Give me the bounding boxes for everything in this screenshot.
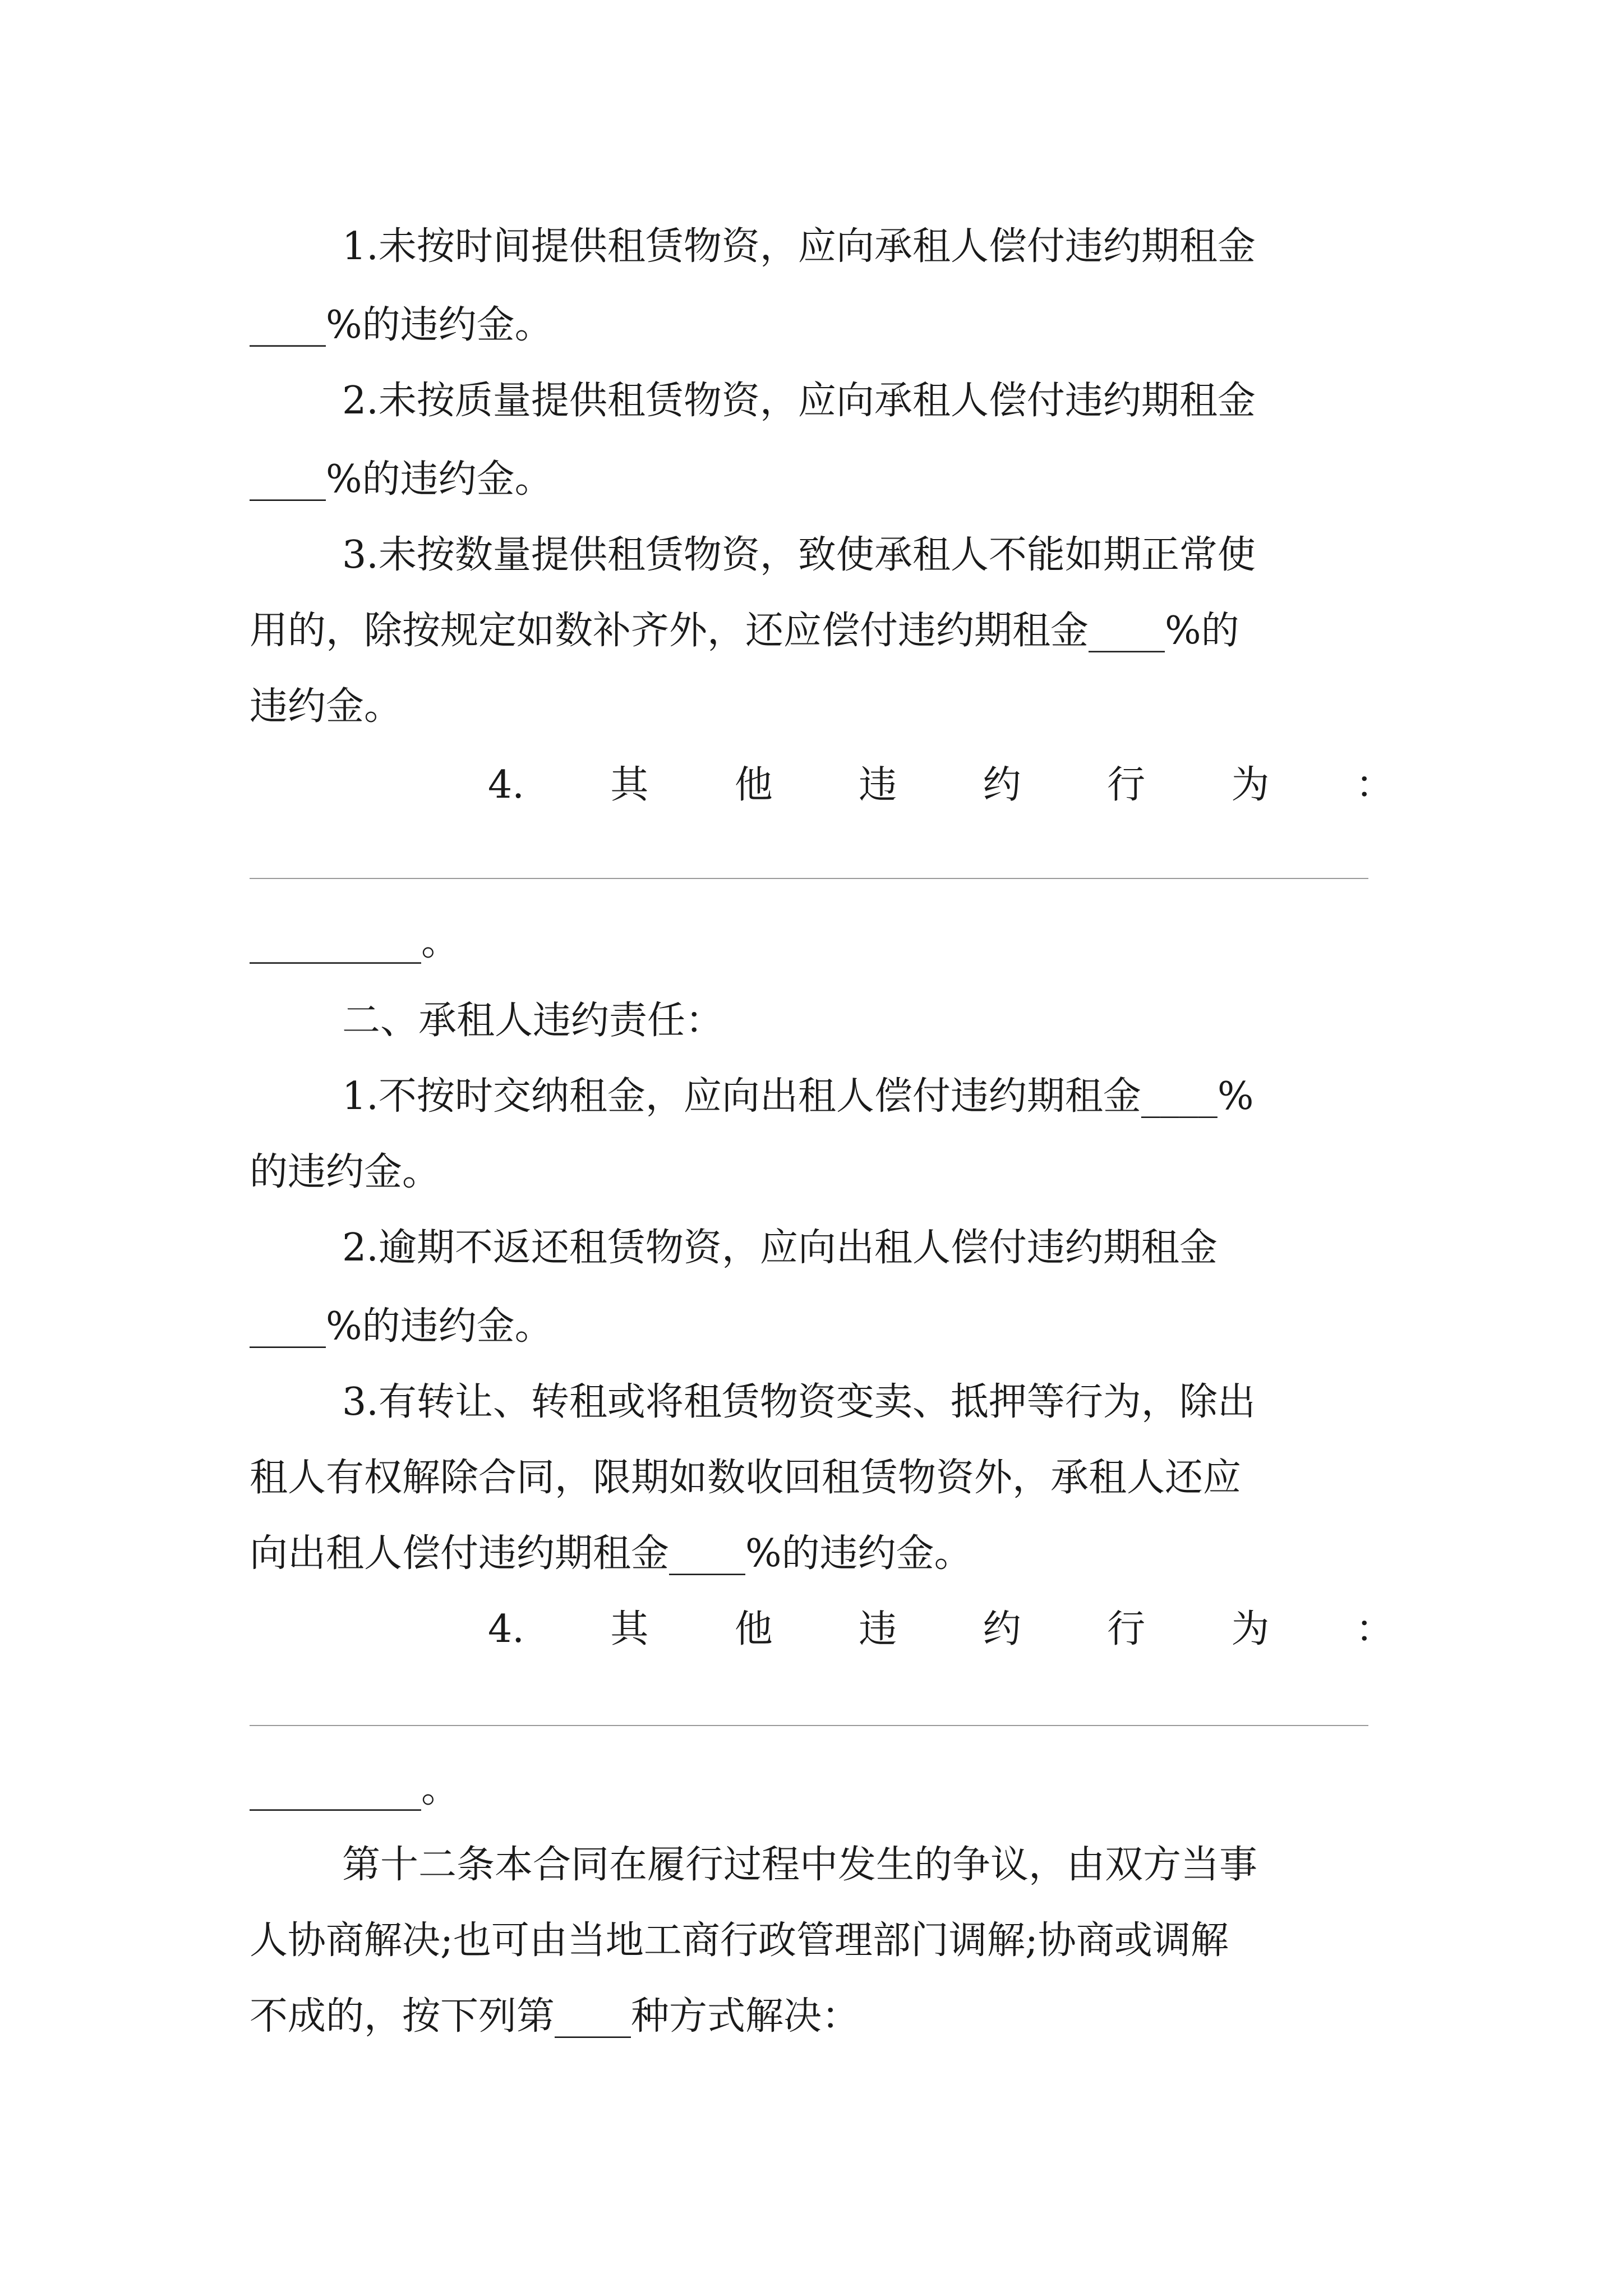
spread-char: 其 xyxy=(610,1607,649,1651)
lessee-item4-end: _________。 xyxy=(250,1767,460,1811)
spread-char: 违 xyxy=(859,763,897,807)
lessor-item2-line2: ____%的违约金。 xyxy=(250,457,553,501)
lessee-item2-line2: ____%的违约金。 xyxy=(250,1304,553,1349)
spread-char: 他 xyxy=(734,1607,773,1651)
article12-line3: 不成的，按下列第____种方式解决： xyxy=(250,1994,860,2039)
lessor-item4-blank-rule xyxy=(250,878,1368,879)
spread-char: 其 xyxy=(610,763,649,807)
lessee-item1-line1: 1.不按时交纳租金，应向出租人偿付违约期租金____% xyxy=(342,1074,1254,1119)
lessor-item3-line3: 违约金。 xyxy=(250,684,403,729)
lessee-item2-line1: 2.逾期不返还租赁物资，应向出租人偿付违约期租金 xyxy=(342,1226,1218,1270)
spread-char: 行 xyxy=(1107,763,1146,807)
spread-char: ： xyxy=(1355,763,1394,807)
spread-char: 行 xyxy=(1107,1607,1146,1651)
spread-char: 为 xyxy=(1231,763,1270,807)
lessee-item3-line3: 向出租人偿付违约期租金____%的违约金。 xyxy=(250,1531,972,1576)
lessor-item1-line1: 1.未按时间提供租赁物资，应向承租人偿付违约期租金 xyxy=(342,224,1256,269)
spread-char: 4. xyxy=(488,1607,524,1651)
lessor-item4-end: _________。 xyxy=(250,920,460,964)
spread-char: 他 xyxy=(734,763,773,807)
lessee-item3-line1: 3.有转让、转租或将租赁物资变卖、抵押等行为，除出 xyxy=(342,1380,1256,1424)
lessor-item4-heading xyxy=(488,752,1394,819)
lessee-item1-line2: 的违约金。 xyxy=(250,1150,441,1194)
article12-line2: 人协商解决;也可由当地工商行政管理部门调解;协商或调解 xyxy=(250,1918,1229,1963)
lessee-heading: 二、承租人违约责任： xyxy=(342,999,724,1043)
lessee-item3-line2: 租人有权解除合同，限期如数收回租赁物资外，承租人还应 xyxy=(250,1456,1242,1500)
spread-char: 违 xyxy=(859,1607,897,1651)
lessor-item3-line1: 3.未按数量提供租赁物资，致使承租人不能如期正常使 xyxy=(342,533,1256,577)
spread-char: 4. xyxy=(488,763,524,807)
lessee-item4-blank-rule xyxy=(250,1725,1368,1726)
lessee-item4-heading xyxy=(488,1596,1394,1663)
lessor-item1-line2: ____%的违约金。 xyxy=(250,303,553,347)
spread-char: 为 xyxy=(1231,1607,1270,1651)
spread-char: 约 xyxy=(983,1607,1021,1651)
spread-char: 约 xyxy=(983,763,1021,807)
lessor-item2-line1: 2.未按质量提供租赁物资，应向承租人偿付违约期租金 xyxy=(342,379,1256,423)
article12-line1: 第十二条本合同在履行过程中发生的争议，由双方当事 xyxy=(342,1843,1258,1887)
lessor-item3-line2: 用的，除按规定如数补齐外，还应偿付违约期租金____%的 xyxy=(250,609,1239,653)
spread-char: ： xyxy=(1355,1607,1394,1651)
